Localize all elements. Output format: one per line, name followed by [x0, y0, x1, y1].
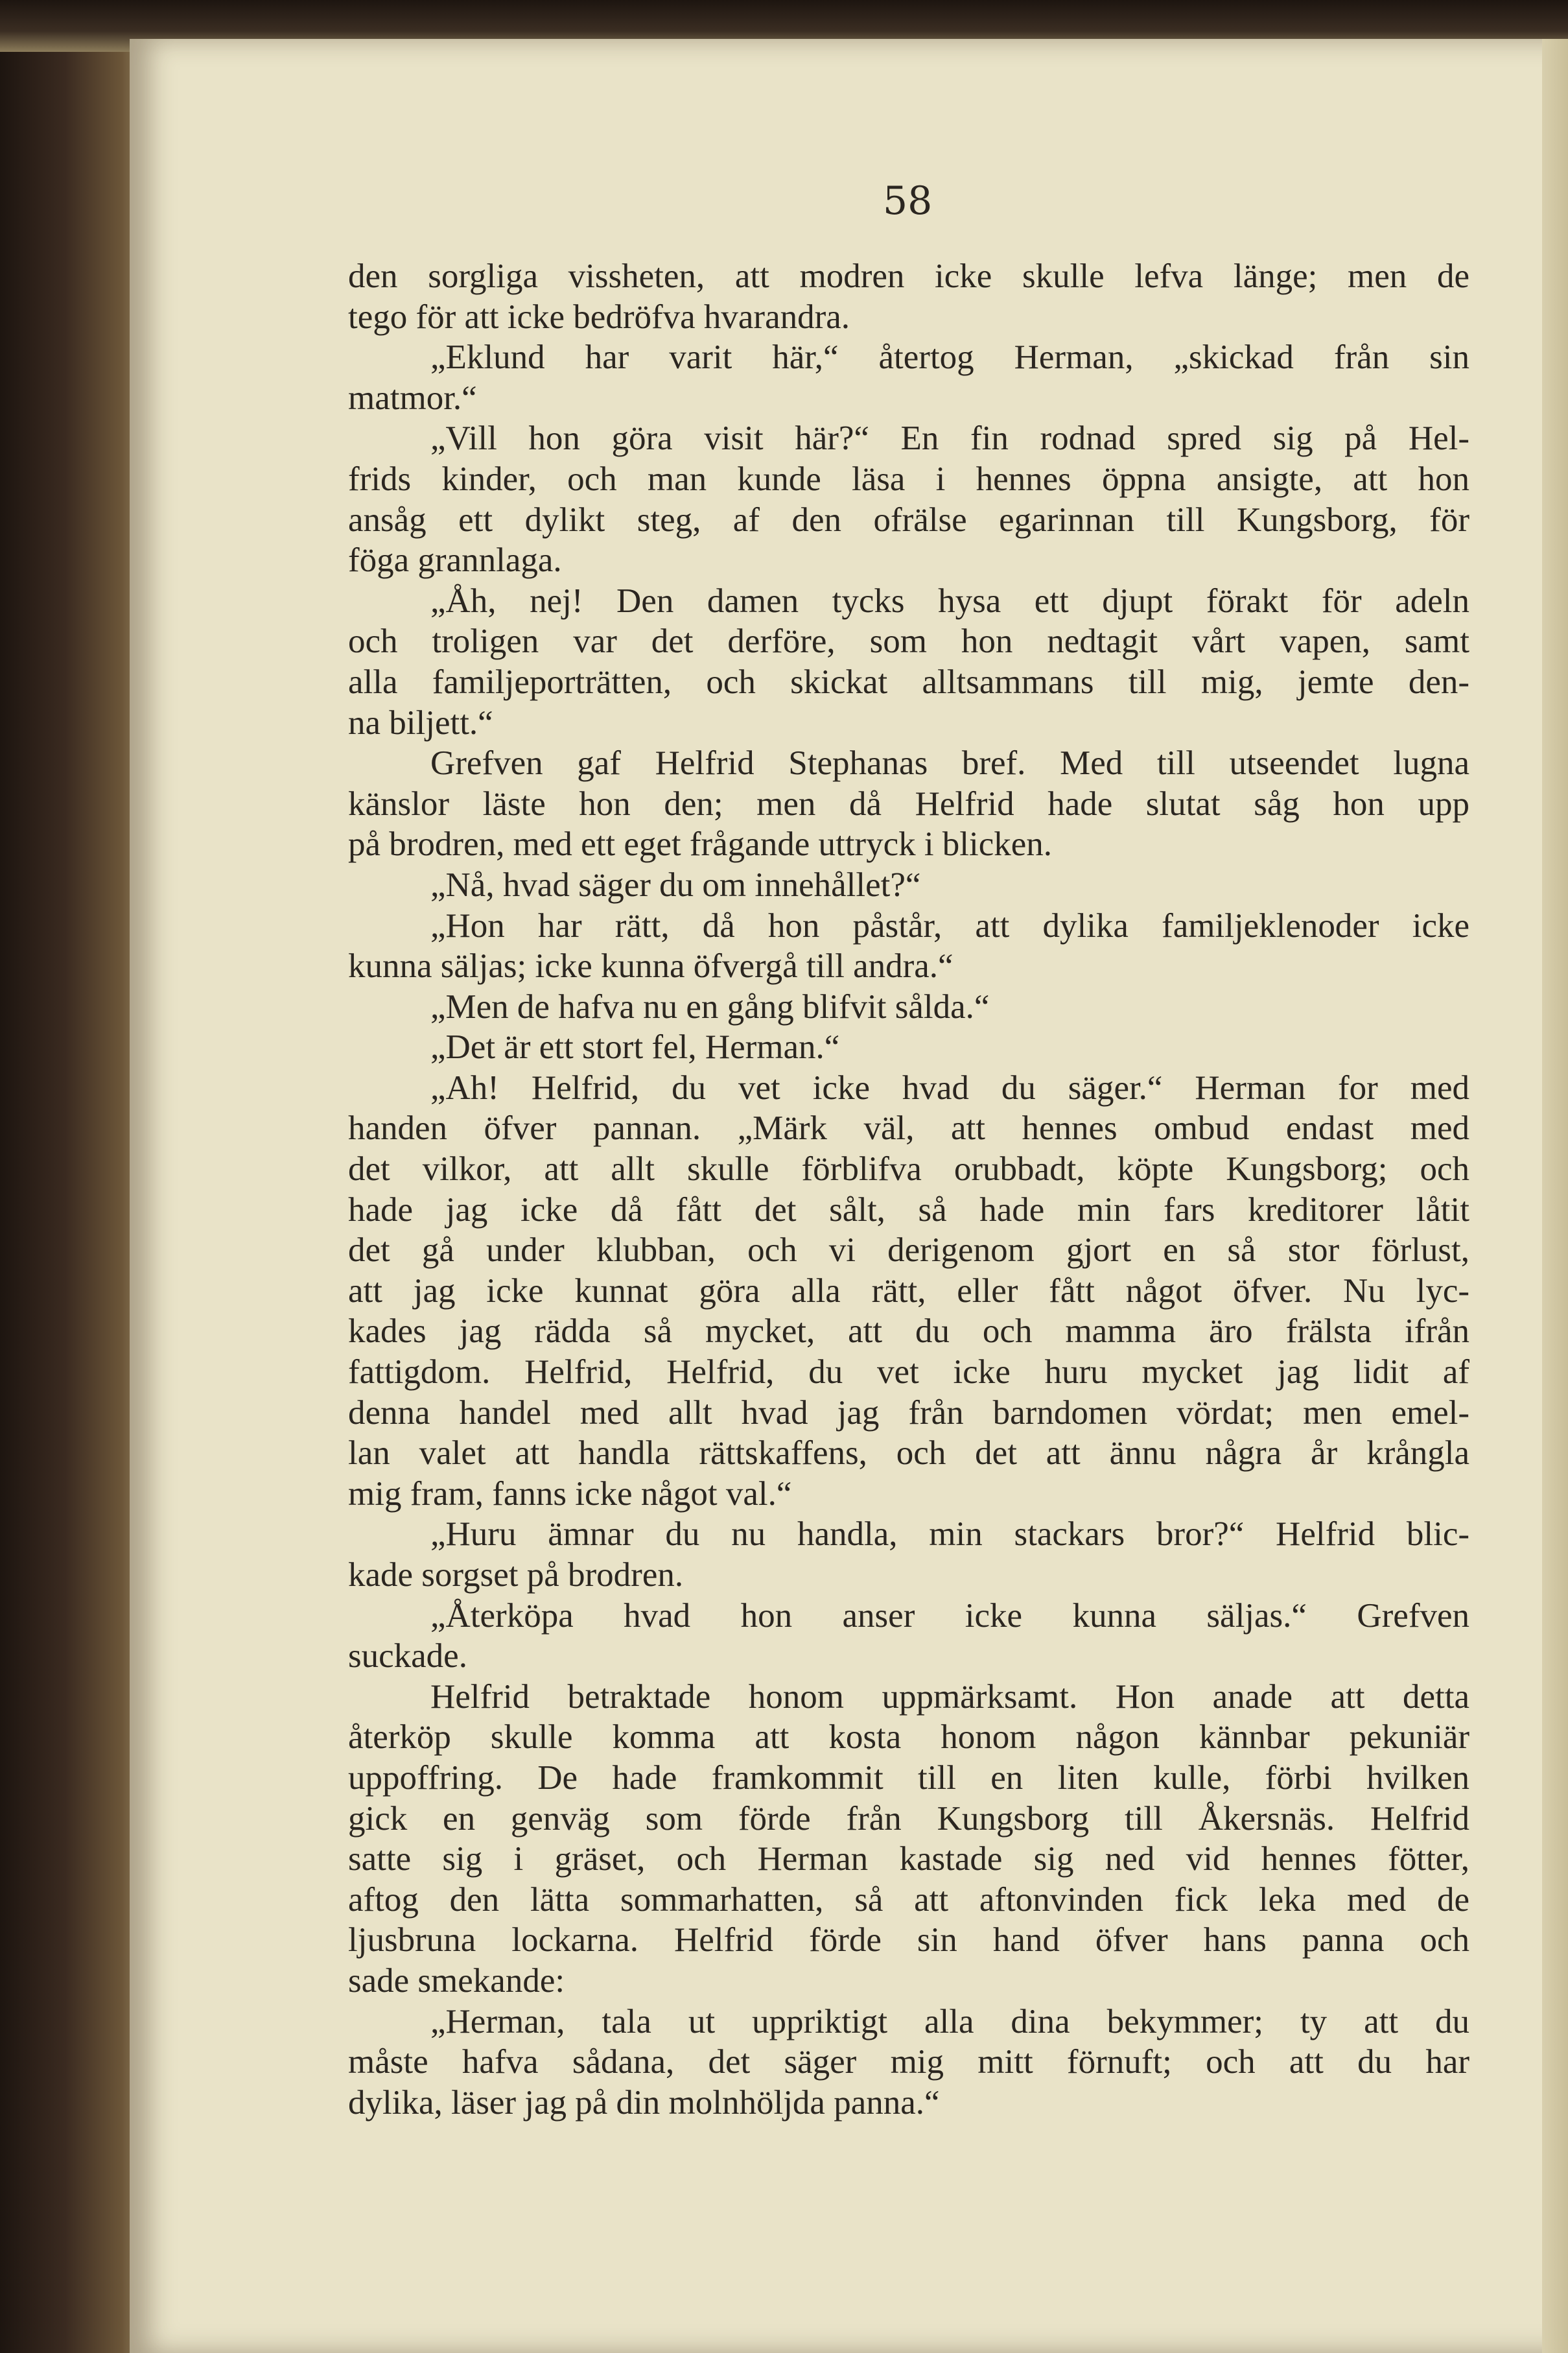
text-line: suckade. [348, 1637, 467, 1675]
text-line: „Hon har rätt, då hon påstår, att dylika familjeklenoder icke [430, 906, 1469, 945]
text-line: na biljett.“ [348, 704, 493, 742]
text-line: alla familjeporträtten, och skickat alltsammans till mig, jemte den- [348, 663, 1469, 701]
text-line: känslor läste hon den; men då Helfrid hade slutat såg hon upp [348, 785, 1469, 823]
text-line: att jag icke kunnat göra alla rätt, eller fått något öfver. Nu lyc- [348, 1271, 1469, 1310]
text-line: måste hafva sådana, det säger mig mitt förnuft; och att du har [348, 2043, 1469, 2081]
text-line: den sorgliga vissheten, att modren icke skulle lefva länge; men de [348, 257, 1469, 295]
text-line: dylika, läser jag på din molnhöljda panna.“ [348, 2083, 940, 2122]
text-line: „Ah! Helfrid, du vet icke hvad du säger.“ Herman for med [430, 1069, 1469, 1107]
text-line: matmor.“ [348, 379, 477, 417]
text-line: gick en genväg som förde från Kungsborg till Åkersnäs. Helfrid [348, 1799, 1469, 1838]
page-edge [1542, 39, 1568, 2353]
text-line: „Det är ett stort fel, Herman.“ [430, 1028, 840, 1067]
text-line: på brodren, med ett eget frågande uttryck i blicken. [348, 825, 1053, 864]
text-line: handen öfver pannan. „Märk väl, att hennes ombud endast med [348, 1109, 1469, 1148]
text-line: satte sig i gräset, och Herman kastade sig ned vid hennes fötter, [348, 1840, 1469, 1878]
body-text [348, 256, 1469, 2123]
text-line: „Nå, hvad säger du om innehållet?“ [430, 866, 921, 904]
text-line: ansåg ett dylikt steg, af den ofrälse egarinnan till Kungsborg, för [348, 501, 1469, 539]
text-line: det gå under klubban, och vi derigenom gjort en så stor förlust, [348, 1231, 1469, 1270]
text-line: denna handel med allt hvad jag från barndomen vördat; men emel- [348, 1393, 1469, 1432]
text-line: och troligen var det derföre, som hon nedtagit vårt vapen, samt [348, 622, 1469, 661]
text-line: hade jag icke då fått det sålt, så hade min fars kreditorer låtit [348, 1190, 1469, 1229]
text-line: „Herman, tala ut uppriktigt alla dina bekymmer; ty att du [430, 2002, 1469, 2040]
text-line: frids kinder, och man kunde läsa i hennes öppna ansigte, att hon [348, 460, 1469, 498]
text-line: lan valet att handla rättskaffens, och det att ännu några år krångla [348, 1434, 1469, 1472]
text-line: kunna säljas; icke kunna öfvergå till andra.“ [348, 947, 954, 986]
text-line: kades jag rädda så mycket, att du och mamma äro frälsta ifrån [348, 1312, 1469, 1351]
text-line: Helfrid betraktade honom uppmärksamt. Hon anade att detta [430, 1677, 1469, 1716]
text-line: „Åh, nej! Den damen tycks hysa ett djupt förakt för adeln [430, 582, 1469, 620]
text-line: „Eklund har varit här,“ återtog Herman, „skickad från sin [430, 338, 1469, 377]
text-line: „Huru ämnar du nu handla, min stackars bror?“ Helfrid blic- [430, 1515, 1469, 1554]
text-line: uppoffring. De hade framkommit till en liten kulle, förbi hvilken [348, 1758, 1469, 1797]
text-line: mig fram, fanns icke något val.“ [348, 1474, 792, 1513]
text-line: föga grannlaga. [348, 541, 562, 580]
text-line: tego för att icke bedröfva hvarandra. [348, 298, 850, 336]
text-line: Grefven gaf Helfrid Stephanas bref. Med till utseendet lugna [430, 744, 1469, 783]
text-line: „Vill hon göra visit här?“ En fin rodnad spred sig på Hel- [430, 420, 1469, 458]
text-line: „Men de hafva nu en gång blifvit sålda.“ [430, 987, 990, 1026]
text-line: kade sorgset på brodren. [348, 1556, 684, 1594]
page-number: 58 [883, 178, 933, 224]
text-line: det vilkor, att allt skulle förblifva orubbadt, köpte Kungsborg; och [348, 1150, 1469, 1188]
text-line: sade smekande: [348, 1961, 565, 2000]
text-line: fattigdom. Helfrid, Helfrid, du vet icke huru mycket jag lidit af [348, 1353, 1469, 1391]
text-line: „Återköpa hvad hon anser icke kunna säljas.“ Grefven [430, 1596, 1469, 1635]
text-line: ljusbruna lockarna. Helfrid förde sin hand öfver hans panna och [348, 1921, 1469, 1959]
text-line: återköp skulle komma att kosta honom någon kännbar pekuniär [348, 1718, 1469, 1756]
text-line: aftog den lätta sommarhatten, så att aftonvinden fick leka med de [348, 1880, 1469, 1919]
